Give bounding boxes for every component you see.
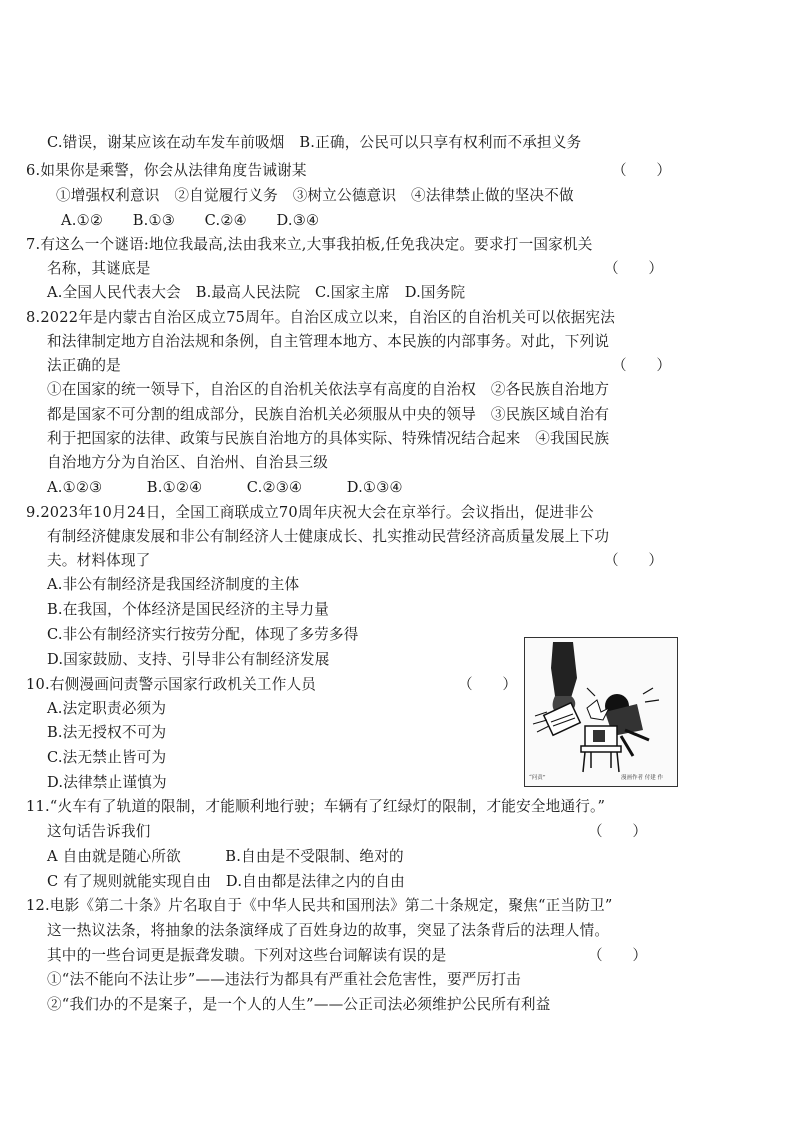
q10-option-b: B.法无授权不可为	[47, 724, 167, 741]
q11-options-cd: C 有了规则就能实现自由 D.自由都是法律之内的自由	[47, 873, 405, 890]
q10-option-c: C.法无禁止皆可为	[47, 749, 167, 766]
q6-options: A.①② B.①③ C.②④ D.③④	[61, 212, 320, 229]
q6-statements: ①增强权利意识 ②自觉履行义务 ③树立公德意识 ④法律禁止做的坚决不做	[56, 187, 574, 204]
q9-stem-cont: 夫。材料体现了	[47, 552, 151, 569]
q8-stem-cont: 和法律制定地方自治法规和条例，自主管理本地方、本民族的内部事务。对此，下列说	[47, 333, 610, 350]
q9-stem-cont: 有制经济健康发展和非公有制经济人士健康成长、扎实推动民营经济高质量发展上下功	[47, 528, 610, 545]
q12-answer-bracket: （ ）	[588, 947, 648, 964]
q12-statement-2: ②“我们办的不是案子，是一个人的人生”——公正司法必须维护公民所有利益	[47, 996, 551, 1013]
q11-options-ab: A 自由就是随心所欲 B.自由是不受限制、绝对的	[47, 848, 404, 865]
q11-stem-cont: 这句话告诉我们	[47, 823, 151, 840]
q8-statements: 都是国家不可分割的组成部分，民族自治机关必须服从中央的领导 ③民族区域自治有	[47, 406, 610, 423]
q8-statements: 自治地方分为自治区、自治州、自治县三级	[47, 454, 329, 471]
q12-stem: 12.电影《第二十条》片名取自于《中华人民共和国刑法》第二十条规定，聚焦“正当防卫”	[26, 897, 613, 914]
cartoon-drawing	[525, 638, 677, 786]
q8-stem-cont: 法正确的是	[47, 357, 121, 374]
q7-options: A.全国人民代表大会 B.最高人民法院 C.国家主席 D.国务院	[47, 284, 466, 301]
q6-stem: 6.如果你是乘警，你会从法律角度告诫谢某	[26, 162, 307, 179]
q8-statements: ①在国家的统一领导下，自治区的自治机关依法享有高度的自治权 ②各民族自治地方	[47, 381, 610, 398]
q12-stem-cont: 这一热议法条，将抽象的法条演绎成了百姓身边的故事，突显了法条背后的法理人情。	[47, 922, 610, 939]
q9-stem: 9.2023年10月24日，全国工商联成立70周年庆祝大会在京举行。会议指出，促进非公	[26, 504, 594, 521]
q5-options-cd: C.错误，谢某应该在动车发车前吸烟 B.正确，公民可以只享有权利而不承担义务	[47, 134, 582, 151]
cartoon-caption: “问责”	[529, 775, 546, 781]
q7-stem-cont: 名称，其谜底是	[47, 260, 151, 277]
q10-option-a: A.法定职责必须为	[47, 700, 167, 717]
q9-option-a: A.非公有制经济是我国经济制度的主体	[47, 576, 300, 593]
q10-option-d: D.法律禁止谨慎为	[47, 774, 167, 791]
cartoon-author: 漫画作者 付建 作	[621, 775, 663, 781]
q8-statements: 利于把国家的法律、政策与民族自治地方的具体实际、特殊情况结合起来 ④我国民族	[47, 430, 610, 447]
cartoon-image	[524, 637, 678, 787]
q10-answer-bracket: （ ）	[458, 676, 518, 693]
q7-stem: 7.有这么一个谜语:地位我最高,法由我来立,大事我拍板,任免我决定。要求打一国家机关	[26, 236, 593, 253]
q7-answer-bracket: （ ）	[604, 260, 664, 277]
q8-answer-bracket: （ ）	[612, 357, 672, 374]
q11-stem: 11.“火车有了轨道的限制，才能顺利地行驶；车辆有了红绿灯的限制，才能安全地通行。”	[26, 798, 606, 815]
q12-statement-1: ①“法不能向不法让步”——违法行为都具有严重社会危害性，要严厉打击	[47, 971, 521, 988]
q9-option-d: D.国家鼓励、支持、引导非公有制经济发展	[47, 651, 330, 668]
q9-option-b: B.在我国，个体经济是国民经济的主导力量	[47, 601, 330, 618]
q9-answer-bracket: （ ）	[604, 552, 664, 569]
q6-answer-bracket: （ ）	[612, 162, 672, 179]
q8-stem: 8.2022年是内蒙古自治区成立75周年。自治区成立以来，自治区的自治机关可以依据宪法	[26, 309, 616, 326]
q12-stem-cont: 其中的一些台词更是振聋发聩。下列对这些台词解读有误的是	[47, 947, 447, 964]
q10-stem: 10.右侧漫画问责警示国家行政机关工作人员	[26, 676, 317, 693]
q11-answer-bracket: （ ）	[588, 823, 648, 840]
q8-options: A.①②③ B.①②④ C.②③④ D.①③④	[47, 479, 403, 496]
q9-option-c: C.非公有制经济实行按劳分配，体现了多劳多得	[47, 626, 359, 643]
